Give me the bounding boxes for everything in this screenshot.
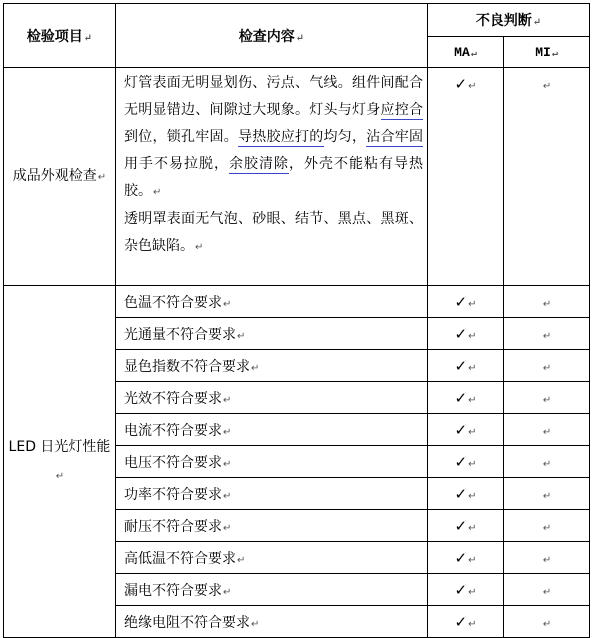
performance-item-label: 色温不符合要求 xyxy=(124,294,222,311)
paragraph-mark-icon: ↵ xyxy=(468,395,477,406)
appearance-description-cell xyxy=(116,68,428,286)
paragraph-mark-icon: ↵ xyxy=(223,298,232,310)
check-mark-icon: ✓ xyxy=(454,485,468,503)
header-row-1 xyxy=(4,4,590,37)
header-item-label: 检验项目 xyxy=(26,28,83,45)
check-mark-icon: ✓ xyxy=(454,453,468,471)
performance-mi-cell xyxy=(504,510,590,542)
paragraph-mark-icon: ↵ xyxy=(468,427,477,438)
check-mark-icon: ✓ xyxy=(454,549,468,567)
performance-ma-cell xyxy=(428,446,504,478)
header-judgment-label: 不良判断 xyxy=(475,13,532,29)
header-ma-label: MA xyxy=(454,44,470,60)
performance-mi-cell xyxy=(504,574,590,606)
header-mi-label: MI xyxy=(535,44,551,60)
performance-item-cell xyxy=(116,350,428,382)
performance-ma-cell xyxy=(428,318,504,350)
appearance-paragraph-2 xyxy=(124,206,423,261)
paragraph-mark-icon: ↵ xyxy=(468,587,477,598)
performance-item-cell xyxy=(116,382,428,414)
performance-ma-cell xyxy=(428,542,504,574)
performance-item-cell xyxy=(116,574,428,606)
performance-item-cell xyxy=(116,286,428,318)
performance-label-cell xyxy=(4,286,116,638)
paragraph-mark-icon: ↵ xyxy=(470,48,477,60)
check-mark-icon: ✓ xyxy=(454,581,468,599)
header-judgment-cell xyxy=(428,4,590,37)
performance-item-cell xyxy=(116,510,428,542)
text-run: 透明罩表面无气泡、砂眼、结节、黑点、黑斑、杂色缺陷。 xyxy=(124,211,423,254)
appearance-label: 成品外观检查 xyxy=(12,167,97,184)
header-item-cell xyxy=(4,4,116,68)
performance-item-cell xyxy=(116,414,428,446)
performance-mi-cell xyxy=(504,606,590,638)
paragraph-mark-icon: ↵ xyxy=(237,330,246,342)
paragraph-mark-icon: ↵ xyxy=(223,458,232,470)
appearance-mi-cell xyxy=(504,68,590,286)
text-run: 均匀， xyxy=(323,129,367,145)
performance-mi-cell xyxy=(504,414,590,446)
header-content-cell xyxy=(116,4,428,68)
performance-ma-cell xyxy=(428,606,504,638)
performance-ma-cell xyxy=(428,574,504,606)
paragraph-mark-icon: ↵ xyxy=(468,81,477,92)
paragraph-mark-icon: ↵ xyxy=(542,619,552,630)
check-mark-icon: ✓ xyxy=(454,517,468,535)
paragraph-mark-icon: ↵ xyxy=(223,426,232,438)
performance-item-label: 光通量不符合要求 xyxy=(124,326,236,343)
performance-mi-cell xyxy=(504,542,590,574)
performance-mi-cell xyxy=(504,286,590,318)
performance-mi-cell xyxy=(504,318,590,350)
header-mi-cell xyxy=(504,37,590,68)
performance-row xyxy=(4,286,590,318)
appearance-row xyxy=(4,68,590,286)
underlined-text-run: 导热胶应打的 xyxy=(238,129,324,145)
check-mark-icon: ✓ xyxy=(454,389,468,407)
performance-ma-cell xyxy=(428,286,504,318)
text-run: 到位，锁孔牢固。 xyxy=(124,129,238,145)
paragraph-mark-icon: ↵ xyxy=(468,299,477,310)
header-ma-cell xyxy=(428,37,504,68)
underlined-text-run: 余胶清除 xyxy=(229,156,289,172)
paragraph-mark-icon: ↵ xyxy=(468,619,477,630)
appearance-ma-cell xyxy=(428,68,504,286)
check-mark-icon: ✓ xyxy=(454,613,468,631)
performance-item-label: 高低温不符合要求 xyxy=(124,550,236,567)
paragraph-mark-icon: ↵ xyxy=(551,48,558,60)
paragraph-mark-icon: ↵ xyxy=(97,171,107,183)
paragraph-mark-icon: ↵ xyxy=(468,459,477,470)
paragraph-mark-icon: ↵ xyxy=(223,586,232,598)
check-mark-icon: ✓ xyxy=(454,357,468,375)
performance-label: LED 日光灯性能 xyxy=(8,438,111,455)
paragraph-mark-icon: ↵ xyxy=(542,523,552,534)
paragraph-mark-icon: ↵ xyxy=(237,554,246,566)
performance-ma-cell xyxy=(428,414,504,446)
paragraph-mark-icon: ↵ xyxy=(195,242,204,253)
text-run: 用手不易拉脱， xyxy=(124,156,229,172)
performance-ma-cell xyxy=(428,382,504,414)
paragraph-mark-icon: ↵ xyxy=(223,490,232,502)
check-mark-icon: ✓ xyxy=(454,421,468,439)
performance-mi-cell xyxy=(504,350,590,382)
performance-item-cell xyxy=(116,318,428,350)
header-content-label: 检查内容 xyxy=(238,28,295,45)
text-run: 灯管表面无明显划伤、污点、气线。组件间配合无明显错边、间隙过大现象。灯头与灯身 xyxy=(124,75,423,118)
paragraph-mark-icon: ↵ xyxy=(468,523,477,534)
performance-item-cell xyxy=(116,542,428,574)
performance-mi-cell xyxy=(504,478,590,510)
paragraph-mark-icon: ↵ xyxy=(83,32,93,44)
inspection-table xyxy=(3,3,590,638)
performance-ma-cell xyxy=(428,510,504,542)
performance-mi-cell xyxy=(504,446,590,478)
performance-item-cell xyxy=(116,446,428,478)
paragraph-mark-icon: ↵ xyxy=(542,427,552,438)
performance-item-label: 漏电不符合要求 xyxy=(124,582,222,599)
performance-mi-cell xyxy=(504,382,590,414)
performance-item-cell xyxy=(116,606,428,638)
performance-item-label: 光效不符合要求 xyxy=(124,390,222,407)
performance-item-label: 电压不符合要求 xyxy=(124,454,222,471)
appearance-label-cell xyxy=(4,68,116,286)
paragraph-mark-icon: ↵ xyxy=(542,395,552,406)
paragraph-mark-icon: ↵ xyxy=(468,363,477,374)
paragraph-mark-icon: ↵ xyxy=(542,587,552,598)
performance-item-cell xyxy=(116,478,428,510)
paragraph-mark-icon: ↵ xyxy=(251,618,260,630)
appearance-paragraph-1 xyxy=(124,70,423,206)
paragraph-mark-icon: ↵ xyxy=(468,491,477,502)
paragraph-mark-icon: ↵ xyxy=(542,363,552,374)
underlined-text-run: 沾合牢固 xyxy=(366,129,423,145)
paragraph-mark-icon: ↵ xyxy=(542,81,552,92)
text-run: ，外壳不能粘有导热胶。 xyxy=(124,156,423,199)
paragraph-mark-icon: ↵ xyxy=(223,522,232,534)
paragraph-mark-icon: ↵ xyxy=(542,491,552,502)
paragraph-mark-icon: ↵ xyxy=(468,331,477,342)
performance-item-label: 电流不符合要求 xyxy=(124,422,222,439)
paragraph-mark-icon: ↵ xyxy=(55,470,65,482)
performance-item-label: 显色指数不符合要求 xyxy=(124,358,250,375)
performance-ma-cell xyxy=(428,478,504,510)
paragraph-mark-icon: ↵ xyxy=(251,362,260,374)
paragraph-mark-icon: ↵ xyxy=(542,299,552,310)
paragraph-mark-icon: ↵ xyxy=(542,555,552,566)
paragraph-mark-icon: ↵ xyxy=(542,459,552,470)
paragraph-mark-icon: ↵ xyxy=(542,331,552,342)
paragraph-mark-icon: ↵ xyxy=(223,394,232,406)
performance-item-label: 绝缘电阻不符合要求 xyxy=(124,614,250,631)
paragraph-mark-icon: ↵ xyxy=(295,32,305,44)
paragraph-mark-icon: ↵ xyxy=(153,187,162,198)
check-mark-icon: ✓ xyxy=(454,293,468,311)
paragraph-mark-icon: ↵ xyxy=(532,17,542,28)
performance-ma-cell xyxy=(428,350,504,382)
underlined-text-run: 应控合 xyxy=(380,102,423,118)
check-mark-icon: ✓ xyxy=(454,75,468,93)
performance-item-label: 功率不符合要求 xyxy=(124,486,222,503)
check-mark-icon: ✓ xyxy=(454,325,468,343)
paragraph-mark-icon: ↵ xyxy=(468,555,477,566)
performance-item-label: 耐压不符合要求 xyxy=(124,518,222,535)
